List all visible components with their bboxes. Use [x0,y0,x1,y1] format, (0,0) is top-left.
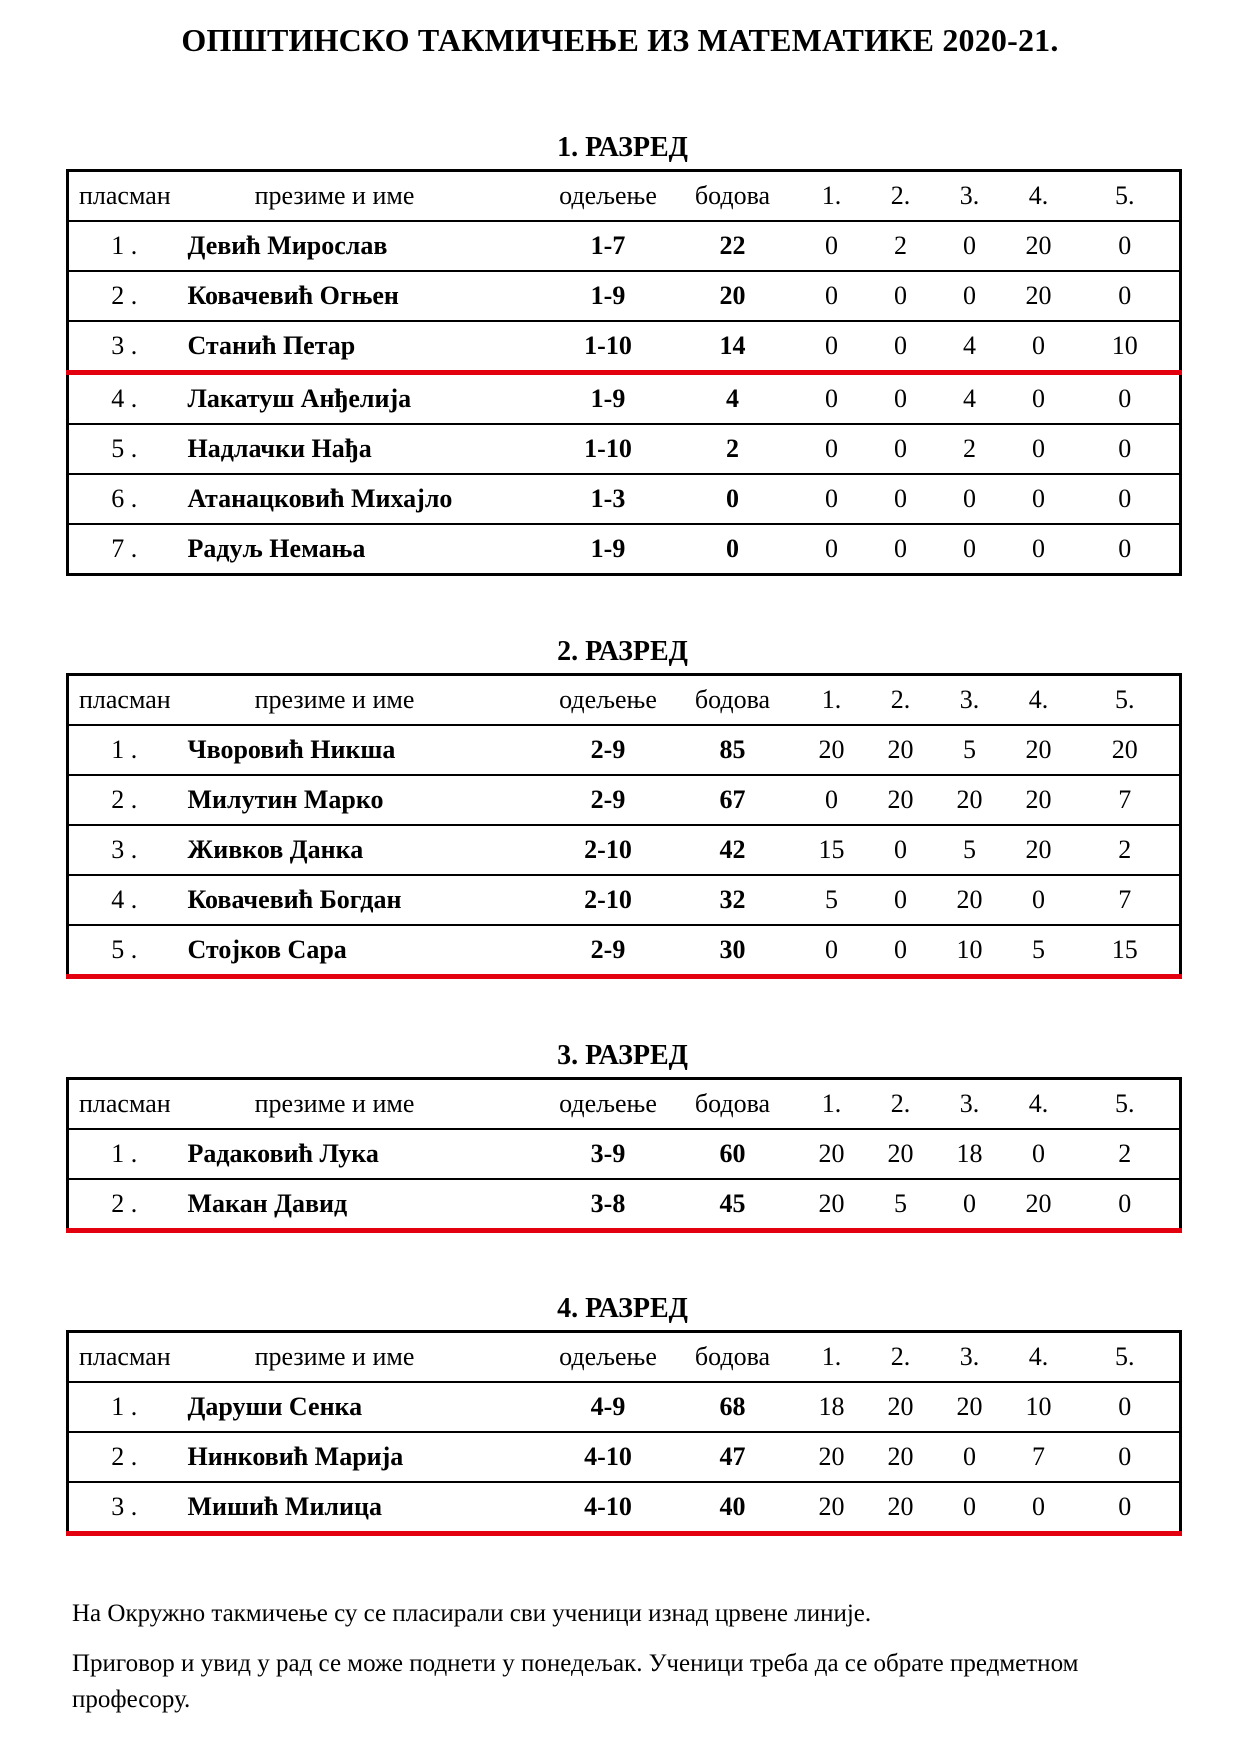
class-cell: 4-10 [546,1432,671,1482]
name-cell: Девић Мирослав [187,231,388,260]
task-1-cell: 0 [795,271,869,321]
place-cell: 5 . [68,424,180,474]
task-1-cell: 5 [795,875,869,925]
header-name: презиме и име [180,171,546,222]
table-row [68,524,1181,575]
task-5-cell: 0 [1071,271,1181,321]
task-4-cell: 10 [1025,1392,1052,1421]
header-row [68,1332,1181,1383]
header-name: презиме и име [180,675,546,726]
place-cell: 1 . [111,1392,138,1421]
task-2-cell: 0 [869,271,933,321]
place-cell: 2 . [68,1179,180,1231]
task-5-cell: 0 [1071,474,1181,524]
task-3-cell: 5 [933,825,1007,875]
task-5-cell: 0 [1071,1179,1181,1231]
place-cell: 1 . [111,735,138,764]
task-1-cell: 20 [795,1432,869,1482]
task-4-cell: 0 [1032,1139,1045,1168]
task-1-cell: 20 [795,1482,869,1534]
task-3-cell: 0 [933,1179,1007,1231]
appeal-note: Приговор и увид у рад се може поднети у понедељак. Ученици треба да се обрате предметном професору. [72,1650,1079,1713]
place-cell: 3 . [68,1482,180,1534]
header-task-4: 4. [1007,171,1071,222]
task-5-cell: 0 [1118,1392,1132,1421]
points-cell: 45 [671,1179,795,1231]
class-cell: 2-10 [546,875,671,925]
table-row [68,1129,1181,1179]
points-cell: 2 [671,424,795,474]
task-1-cell: 0 [795,524,869,575]
task-2-cell: 20 [887,735,914,764]
class-cell: 1-10 [546,424,671,474]
class-cell: 3-8 [546,1179,671,1231]
task-3-cell: 10 [933,925,1007,977]
table-row [68,424,1181,474]
points-cell: 47 [671,1432,795,1482]
header-task-5: 5. [1071,675,1181,726]
header-task-4: 4. [1007,1079,1071,1130]
task-2-cell: 0 [869,524,933,575]
task-4-cell: 5 [1007,925,1071,977]
name-cell: Лакатуш Анђелија [180,373,546,425]
task-5-cell: 7 [1071,775,1181,825]
class-cell: 2-10 [546,825,671,875]
task-5-cell: 20 [1111,735,1138,764]
task-2-cell: 0 [869,875,933,925]
name-cell: Макан Давид [180,1179,546,1231]
points-cell: 0 [671,524,795,575]
place-cell: 5 . [68,925,180,977]
task-4-cell: 0 [1007,875,1071,925]
grade-title: 4. РАЗРЕД [557,1293,688,1324]
results-table [66,673,1182,979]
header-task-1: 1. [795,675,869,726]
header-place: пласман [68,675,180,726]
table-row [68,1382,1181,1432]
task-2-cell: 0 [869,825,933,875]
task-3-cell: 0 [963,231,976,260]
header-row [68,1079,1181,1130]
task-1-cell: 18 [818,1392,845,1421]
place-cell: 7 . [68,524,180,575]
name-cell: Надлачки Нађа [180,424,546,474]
points-cell: 60 [719,1139,746,1168]
task-2-cell: 20 [869,1432,933,1482]
task-4-cell: 0 [1007,424,1071,474]
qualification-note: На Окружно такмичење су се пласирали сви ученици изнад црвене линије. [72,1600,872,1627]
header-place: пласман [68,171,180,222]
table-row-cutoff [68,1482,1181,1534]
header-row [68,675,1181,726]
place-cell: 1 . [111,231,138,260]
task-3-cell: 18 [956,1139,983,1168]
header-task-3: 3. [933,1079,1007,1130]
task-4-cell: 20 [1025,735,1052,764]
task-1-cell: 15 [795,825,869,875]
place-cell: 1 . [111,1139,138,1168]
task-2-cell: 5 [869,1179,933,1231]
place-cell: 2 . [68,1432,180,1482]
header-class: одељење [546,171,671,222]
grade-2-section [66,632,1179,979]
points-cell: 42 [671,825,795,875]
header-task-4: 4. [1007,1332,1071,1383]
header-task-5: 5. [1071,171,1181,222]
class-cell: 1-9 [546,271,671,321]
table-row-cutoff [68,321,1181,373]
points-cell: 20 [671,271,795,321]
place-cell: 2 . [68,271,180,321]
points-cell: 14 [671,321,795,373]
task-3-cell: 0 [933,1482,1007,1534]
results-table [66,169,1182,576]
header-task-1: 1. [795,1332,869,1383]
task-1-cell: 20 [818,735,845,764]
header-task-3: 3. [933,675,1007,726]
name-cell: Радаковић Лука [187,1139,379,1168]
task-4-cell: 20 [1007,825,1071,875]
task-1-cell: 0 [795,321,869,373]
points-cell: 22 [719,231,746,260]
header-place: пласман [68,1332,180,1383]
class-cell: 1-9 [546,524,671,575]
points-cell: 40 [671,1482,795,1534]
task-3-cell: 20 [933,875,1007,925]
header-task-1: 1. [795,1079,869,1130]
grade-1-section [66,128,1179,576]
place-cell: 3 . [68,321,180,373]
table-row [68,271,1181,321]
task-1-cell: 20 [795,1179,869,1231]
name-cell: Ковачевић Огњен [180,271,546,321]
task-4-cell: 0 [1007,474,1071,524]
results-table [66,1330,1182,1536]
table-row [68,825,1181,875]
table-row [68,775,1181,825]
header-task-3: 3. [933,171,1007,222]
class-cell: 3-9 [590,1139,626,1168]
task-2-cell: 20 [869,1482,933,1534]
header-points: бодова [671,1332,795,1383]
header-task-2: 2. [869,1332,933,1383]
header-task-3: 3. [933,1332,1007,1383]
task-4-cell: 7 [1007,1432,1071,1482]
name-cell: Нинковић Марија [180,1432,546,1482]
name-cell: Даруши Сенка [187,1392,363,1421]
task-3-cell: 0 [933,524,1007,575]
grade-title: 1. РАЗРЕД [557,132,688,163]
task-5-cell: 0 [1071,1482,1181,1534]
place-cell: 4 . [68,373,180,425]
name-cell: Чворовић Никша [187,735,396,764]
header-points: бодова [671,675,795,726]
task-5-cell: 0 [1118,231,1132,260]
class-cell: 2-9 [546,775,671,825]
name-cell: Стојков Сара [180,925,546,977]
header-class: одељење [546,675,671,726]
task-5-cell: 2 [1071,825,1181,875]
header-row [68,171,1181,222]
points-cell: 30 [671,925,795,977]
task-2-cell: 0 [869,373,933,425]
task-2-cell: 20 [887,1392,914,1421]
task-5-cell: 0 [1071,524,1181,575]
task-1-cell: 0 [795,373,869,425]
class-cell: 1-7 [590,231,626,260]
class-cell: 4-9 [590,1392,626,1421]
page-title: ОПШТИНСКО ТАКМИЧЕЊЕ ИЗ МАТЕМАТИКЕ 2020-21. [181,22,1059,58]
task-5-cell: 0 [1071,373,1181,425]
header-points: бодова [671,171,795,222]
task-5-cell: 7 [1071,875,1181,925]
task-3-cell: 20 [956,1392,983,1421]
task-1-cell: 0 [795,474,869,524]
task-4-cell: 20 [1007,775,1071,825]
task-3-cell: 0 [933,271,1007,321]
place-cell: 3 . [68,825,180,875]
table-row [68,474,1181,524]
task-2-cell: 2 [894,231,907,260]
task-1-cell: 0 [795,925,869,977]
table-row [68,1432,1181,1482]
place-cell: 2 . [68,775,180,825]
task-4-cell: 20 [1025,231,1052,260]
name-cell: Атанацковић Михајло [180,474,546,524]
class-cell: 1-9 [546,373,671,425]
header-task-4: 4. [1007,675,1071,726]
place-cell: 6 . [68,474,180,524]
header-task-2: 2. [869,1079,933,1130]
task-3-cell: 4 [933,373,1007,425]
task-2-cell: 0 [869,321,933,373]
task-3-cell: 0 [933,474,1007,524]
table-row [68,875,1181,925]
task-3-cell: 4 [933,321,1007,373]
name-cell: Живков Данка [180,825,546,875]
name-cell: Радуљ Немања [180,524,546,575]
task-2-cell: 20 [869,775,933,825]
header-class: одељење [546,1079,671,1130]
header-name: презиме и име [180,1332,546,1383]
header-place: пласман [68,1079,180,1130]
class-cell: 2-9 [590,735,626,764]
task-3-cell: 20 [933,775,1007,825]
table-row [68,221,1181,271]
name-cell: Станић Петар [180,321,546,373]
task-2-cell: 20 [887,1139,914,1168]
task-2-cell: 0 [869,925,933,977]
task-5-cell: 15 [1071,925,1181,977]
grade-title: 2. РАЗРЕД [557,636,688,667]
points-cell: 85 [719,735,746,764]
points-cell: 4 [671,373,795,425]
task-4-cell: 0 [1007,524,1071,575]
grade-title: 3. РАЗРЕД [557,1040,688,1071]
header-task-5: 5. [1071,1332,1181,1383]
class-cell: 4-10 [546,1482,671,1534]
table-row-cutoff [68,925,1181,977]
task-2-cell: 0 [869,424,933,474]
task-4-cell: 0 [1007,373,1071,425]
task-3-cell: 2 [933,424,1007,474]
table-row [68,373,1181,425]
points-cell: 68 [719,1392,746,1421]
task-5-cell: 0 [1071,424,1181,474]
name-cell: Мишић Милица [180,1482,546,1534]
task-1-cell: 0 [795,775,869,825]
grade-4-section [66,1289,1179,1536]
task-1-cell: 0 [795,424,869,474]
header-name: презиме и име [180,1079,546,1130]
task-3-cell: 5 [963,735,976,764]
class-cell: 1-10 [546,321,671,373]
task-5-cell: 10 [1071,321,1181,373]
task-4-cell: 20 [1007,271,1071,321]
task-1-cell: 0 [825,231,838,260]
header-task-5: 5. [1071,1079,1181,1130]
table-row-cutoff [68,1179,1181,1231]
task-2-cell: 0 [869,474,933,524]
task-1-cell: 20 [818,1139,845,1168]
points-cell: 67 [671,775,795,825]
header-task-1: 1. [795,171,869,222]
header-task-2: 2. [869,171,933,222]
name-cell: Ковачевић Богдан [180,875,546,925]
name-cell: Милутин Марко [180,775,546,825]
task-4-cell: 0 [1007,1482,1071,1534]
table-row [68,725,1181,775]
task-5-cell: 0 [1071,1432,1181,1482]
points-cell: 32 [671,875,795,925]
task-5-cell: 2 [1118,1139,1132,1168]
class-cell: 1-3 [546,474,671,524]
task-4-cell: 20 [1007,1179,1071,1231]
grade-3-section [66,1036,1179,1233]
header-class: одељење [546,1332,671,1383]
header-task-2: 2. [869,675,933,726]
task-3-cell: 0 [933,1432,1007,1482]
header-points: бодова [671,1079,795,1130]
points-cell: 0 [671,474,795,524]
results-table [66,1077,1182,1233]
class-cell: 2-9 [546,925,671,977]
place-cell: 4 . [68,875,180,925]
task-4-cell: 0 [1007,321,1071,373]
